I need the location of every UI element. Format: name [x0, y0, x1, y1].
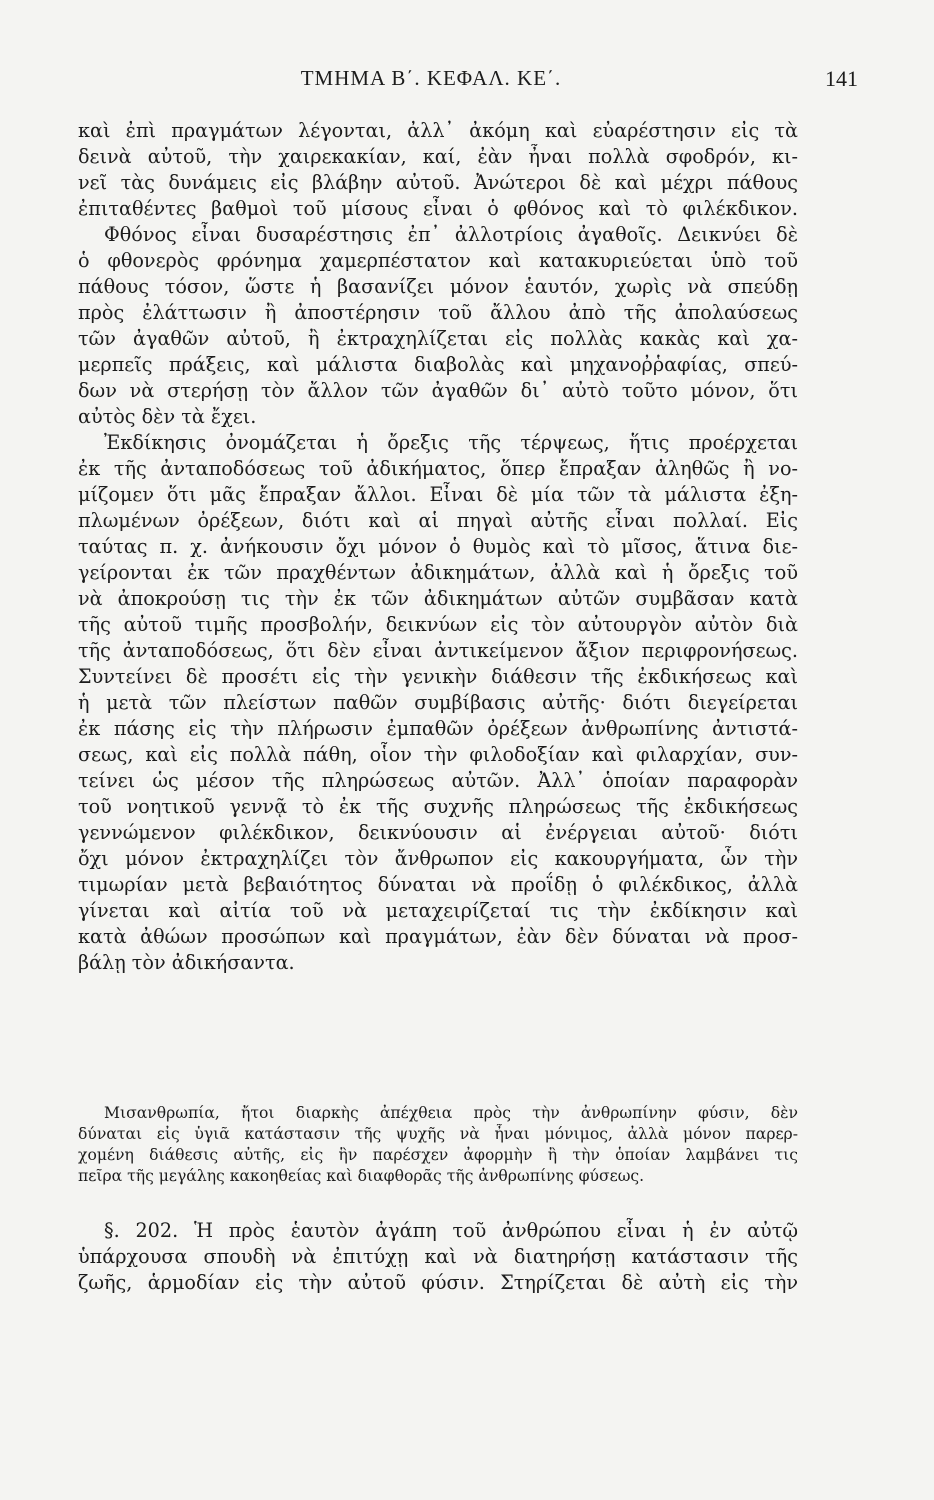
running-title: ΤΜΗΜΑ Β΄. ΚΕΦΑΛ. ΚΕ΄.	[300, 66, 562, 90]
text-line: μερπεῖς πράξεις, καὶ μάλιστα διαβολὰς καὶ μηχανοῤῥαφίας, σπεύ-	[78, 353, 798, 376]
text-line: τῶν ἀγαθῶν αὐτοῦ, ἢ ἐκτραχηλίζεται εἰς πολλὰς κακὰς καὶ χα-	[78, 327, 798, 350]
text-line: ἐπιταθέντες βαθμοὶ τοῦ μίσους εἶναι ὁ φθόνος καὶ τὸ φιλέκδικον.	[78, 197, 798, 220]
text-line: Συντείνει δὲ προσέτι εἰς τὴν γενικὴν διάθεσιν τῆς ἐκδικήσεως καὶ	[78, 665, 798, 688]
text-line: κατὰ ἀθώων προσώπων καὶ πραγμάτων, ἐὰν δὲν δύναται νὰ προσ-	[78, 925, 798, 948]
text-line: νεῖ τὰς δυνάμεις εἰς βλάβην αὐτοῦ. Ἀνώτεροι δὲ καὶ μέχρι πάθους	[78, 171, 798, 194]
text-line: ἡ μετὰ τῶν πλείστων παθῶν συμβίβασις αὐτῆς· διότι διεγείρεται	[78, 691, 798, 714]
text-line: τοῦ νοητικοῦ γεννᾷ τὸ ἐκ τῆς συχνῆς πληρώσεως τῆς ἐκδικήσεως	[78, 795, 798, 818]
footnote-block	[78, 1103, 798, 1187]
text-line: ἐκ τῆς ἀνταποδόσεως τοῦ ἀδικήματος, ὅπερ ἔπραξαν ἀληθῶς ἢ νο-	[78, 457, 798, 480]
text-line: πρὸς ἐλάττωσιν ἢ ἀποστέρησιν τοῦ ἄλλου ἀπὸ τῆς ἀπολαύσεως	[78, 301, 798, 324]
text-line: τῆς ἀνταποδόσεως, ὅτι δὲν εἶναι ἀντικείμενον ἄξιον περιφρονήσεως.	[78, 639, 798, 662]
body-text	[78, 118, 798, 976]
text-line: Φθόνος εἶναι δυσαρέστησις ἐπ᾽ ἀλλοτρίοις ἀγαθοῖς. Δεικνύει δὲ	[104, 223, 798, 246]
text-line: γεννώμενον φιλέκδικον, δεικνύουσιν αἱ ἐνέργειαι αὐτοῦ· διότι	[78, 821, 798, 844]
text-line: χομένη διάθεσις αὐτῆς, εἰς ἣν παρέσχεν ἀφορμὴν ἢ τὴν ὁποίαν λαμβάνει τις	[78, 1146, 798, 1164]
text-line: ταύτας π. χ. ἀνήκουσιν ὄχι μόνον ὁ θυμὸς καὶ τὸ μῖσος, ἅτινα διε-	[78, 535, 798, 558]
section-paragraph	[78, 1218, 798, 1296]
text-line: γείρονται ἐκ τῶν πραχθέντων ἀδικημάτων, ἀλλὰ καὶ ἡ ὄρεξις τοῦ	[78, 561, 798, 584]
text-line: δεινὰ αὐτοῦ, τὴν χαιρεκακίαν, καί, ἐὰν ἦναι πολλὰ σφοδρόν, κι-	[78, 145, 798, 168]
text-line: δύναται εἰς ὑγιᾶ κατάστασιν τῆς ψυχῆς νὰ ἦναι μόνιμος, ἀλλὰ μόνον παρερ-	[78, 1125, 798, 1143]
text-line: πλωμένων ὀρέξεων, διότι καὶ αἱ πηγαὶ αὐτῆς εἶναι πολλαί. Εἰς	[78, 509, 798, 532]
text-line: §. 202. Ἡ πρὸς ἑαυτὸν ἀγάπη τοῦ ἀνθρώπου εἶναι ἡ ἐν αὐτῷ	[104, 1219, 798, 1242]
text-line: καὶ ἐπὶ πραγμάτων λέγονται, ἀλλ᾽ ἀκόμη καὶ εὐαρέστησιν εἰς τὰ	[78, 119, 798, 142]
text-line: αὐτὸς δὲν τὰ ἔχει.	[78, 405, 257, 428]
text-line: γίνεται καὶ αἰτία τοῦ νὰ μεταχειρίζεταί τις τὴν ἐκδίκησιν καὶ	[78, 899, 798, 922]
text-line: τιμωρίαν μετὰ βεβαιότητος δύναται νὰ προΐδῃ ὁ φιλέκδικος, ἀλλὰ	[78, 873, 798, 896]
text-line: Μισανθρωπία, ἤτοι διαρκὴς ἀπέχθεια πρὸς τὴν ἀνθρωπίνην φύσιν, δὲν	[104, 1104, 798, 1122]
text-line: βάλῃ τὸν ἀδικήσαντα.	[78, 951, 295, 974]
text-line: ὁ φθονερὸς φρόνημα χαμερπέστατον καὶ κατακυριεύεται ὑπὸ τοῦ	[78, 249, 798, 272]
text-line: τῆς αὐτοῦ τιμῆς προσβολήν, δεικνύων εἰς τὸν αὐτουργὸν αὐτὸν διὰ	[78, 613, 798, 636]
text-line: Ἐκδίκησις ὀνομάζεται ἡ ὄρεξις τῆς τέρψεως, ἥτις προέρχεται	[104, 431, 798, 454]
text-line: πάθους τόσον, ὥστε ἡ βασανίζει μόνον ἑαυτόν, χωρὶς νὰ σπεύδῃ	[78, 275, 798, 298]
page-number: 141	[825, 66, 858, 91]
text-line: δων νὰ στερήσῃ τὸν ἄλλον τῶν ἀγαθῶν δι᾽ αὐτὸ τοῦτο μόνον, ὅτι	[78, 379, 798, 402]
page-header	[78, 66, 858, 96]
text-line: ἐκ πάσης εἰς τὴν πλήρωσιν ἐμπαθῶν ὀρέξεων ἀνθρωπίνης ἀντιστά-	[78, 717, 798, 740]
text-line: ζωῆς, ἁρμοδίαν εἰς τὴν αὐτοῦ φύσιν. Στηρίζεται δὲ αὐτὴ εἰς τὴν	[78, 1271, 798, 1294]
text-line: ὄχι μόνον ἐκτραχηλίζει τὸν ἄνθρωπον εἰς κακουργήματα, ὧν τὴν	[78, 847, 798, 870]
text-line: ὑπάρχουσα σπουδὴ νὰ ἐπιτύχῃ καὶ νὰ διατηρήσῃ κατάστασιν τῆς	[78, 1245, 798, 1268]
text-line: πεῖρα τῆς μεγάλης κακοηθείας καὶ διαφθορᾶς τῆς ἀνθρωπίνης φύσεως.	[78, 1167, 645, 1185]
text-line: μίζομεν ὅτι μᾶς ἔπραξαν ἄλλοι. Εἶναι δὲ μία τῶν τὰ μάλιστα ἐξη-	[78, 483, 798, 506]
text-line: σεως, καὶ εἰς πολλὰ πάθη, οἷον τὴν φιλοδοξίαν καὶ φιλαρχίαν, συν-	[78, 743, 798, 766]
text-line: νὰ ἀποκρούσῃ τις τὴν ἐκ τῶν ἀδικημάτων αὐτῶν συμβᾶσαν κατὰ	[78, 587, 798, 610]
text-line: τείνει ὡς μέσον τῆς πληρώσεως αὐτῶν. Ἀλλ᾽ ὁποίαν παραφορὰν	[78, 769, 798, 792]
